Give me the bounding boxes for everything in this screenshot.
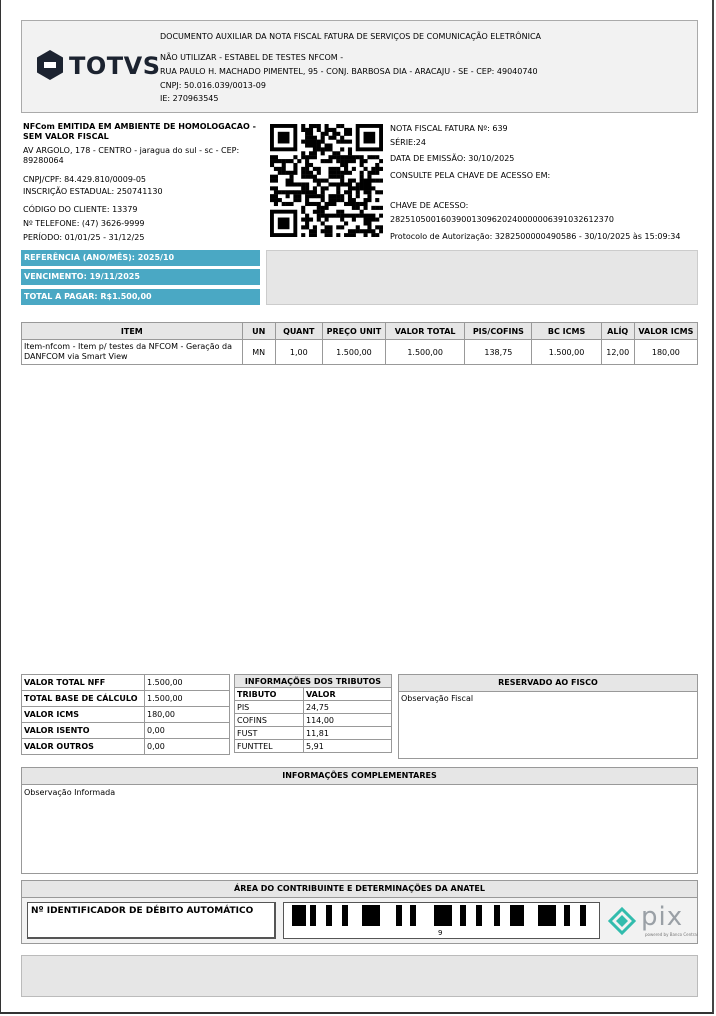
tax-value: 24,75 [304,701,392,714]
table-row [235,714,392,727]
col-pis-cofins: PIS/COFINS [465,323,532,340]
issuer-cnpj: CNPJ: 50.016.039/0013-09 [160,81,266,90]
invoice-series: SÉRIE:24 [390,138,426,147]
total-due-bar: TOTAL A PAGAR: R$1.500,00 [21,289,260,305]
tax-name: PIS [235,701,304,714]
taxes-table [234,674,392,753]
table-row [22,707,230,723]
issuer-name: NÃO UTILIZAR - ESTABEL DE TESTES NFCOM - [160,53,344,62]
pix-icon [607,906,637,936]
col-icms: VALOR ICMS [634,323,697,340]
col-unit-price: PREÇO UNIT [322,323,385,340]
client-phone: Nº TELEFONE: (47) 3626-9999 [23,219,145,228]
item-quant: 1,00 [275,340,322,365]
col-aliq: ALÍQ [601,323,634,340]
company-logo [37,50,162,84]
client-ie: INSCRIÇÃO ESTADUAL: 250741130 [23,187,163,196]
total-value: 180,00 [145,707,230,723]
total-label: VALOR TOTAL NFF [22,675,145,691]
fisco-title: RESERVADO AO FISCO [399,675,697,692]
authorization-protocol: Protocolo de Autorização: 3282500000490586 - 30/10/2025 às 15:09:34 [390,232,681,241]
document-title: DOCUMENTO AUXILIAR DA NOTA FISCAL FATURA DE SERVIÇOS DE COMUNICAÇÃO ELETRÔNICA [160,32,542,41]
logo-text: TOTVS [69,52,161,80]
issuer-address: RUA PAULO H. MACHADO PIMENTEL, 95 - CONJ. BARBOSA DIA - ARACAJU - SE - CEP: 49040740 [160,67,538,76]
invoice-number: NOTA FISCAL FATURA Nº: 639 [390,124,508,133]
col-total: VALOR TOTAL [386,323,465,340]
tax-value: 11,81 [304,727,392,740]
total-label: VALOR OUTROS [22,739,145,755]
anatel-title: ÁREA DO CONTRIBUINTE E DETERMINAÇÕES DA ANATEL [22,881,697,898]
item-icms: 180,00 [634,340,697,365]
summary-gray-box [266,250,698,305]
table-row [235,701,392,714]
item-description: Item-nfcom - Item p/ testes da NFCOM - Geração da DANFCOM via Smart View [22,340,243,365]
total-value: 1.500,00 [145,675,230,691]
col-tributo: TRIBUTO [235,688,304,701]
col-item: ITEM [22,323,243,340]
col-valor: VALOR [304,688,392,701]
bottom-gray-box [21,955,698,997]
table-row [22,723,230,739]
fisco-text: Observação Fiscal [401,694,474,703]
table-row [22,675,230,691]
total-label: VALOR ISENTO [22,723,145,739]
debit-id-label: Nº IDENTIFICADOR DE DÉBITO AUTOMÁTICO [31,906,254,916]
total-label: VALOR ICMS [22,707,145,723]
complementary-text: Observação Informada [24,788,116,797]
due-date-bar: VENCIMENTO: 19/11/2025 [21,269,260,285]
complementary-title: INFORMAÇÕES COMPLEMENTARES [22,768,697,785]
reference-bar: REFERÊNCIA (ANO/MÊS): 2025/10 [21,250,260,266]
complementary-info-box [21,767,698,874]
pix-subtext: powered by Banco Central [645,932,698,937]
table-row [235,727,392,740]
table-row [22,340,698,365]
fisco-reserved-box [398,674,698,759]
barcode-box [283,902,600,939]
item-bc-icms: 1.500,00 [532,340,601,365]
homologation-warning-2: SEM VALOR FISCAL [23,132,109,141]
col-un: UN [242,323,275,340]
access-key-value: 28251050016039001309620240000006391032612370 [390,215,614,224]
client-address: AV ARGOLO, 178 - CENTRO - jaragua do sul - sc - CEP: [23,146,240,155]
table-row [22,691,230,707]
client-address-cep: 89280064 [23,156,64,165]
tax-name: FUNTTEL [235,740,304,753]
item-pis-cofins: 138,75 [465,340,532,365]
billing-period: PERÍODO: 01/01/25 - 31/12/25 [23,233,145,242]
tax-value: 5,91 [304,740,392,753]
totals-table [21,674,230,755]
access-key-label: CHAVE DE ACESSO: [390,201,469,210]
total-label: TOTAL BASE DE CÁLCULO [22,691,145,707]
table-row [22,739,230,755]
total-value: 1.500,00 [145,691,230,707]
pix-logo [605,902,698,939]
debit-id-box [27,902,276,939]
tax-name: COFINS [235,714,304,727]
item-unit-price: 1.500,00 [322,340,385,365]
taxes-title: INFORMAÇÕES DOS TRIBUTOS [235,675,392,688]
item-aliq: 12,00 [601,340,634,365]
table-row [235,740,392,753]
client-code: CÓDIGO DO CLIENTE: 13379 [23,205,138,214]
col-bc-icms: BC ICMS [532,323,601,340]
item-un: MN [242,340,275,365]
barcode-number: 9 [438,929,443,937]
homologation-warning: NFCom EMITIDA EM AMBIENTE DE HOMOLOGACAO - [23,122,256,131]
total-value: 0,00 [145,723,230,739]
tax-value: 114,00 [304,714,392,727]
tax-name: FUST [235,727,304,740]
items-table [21,322,698,365]
emission-date: DATA DE EMISSÃO: 30/10/2025 [390,154,515,163]
consult-url-label: CONSULTE PELA CHAVE DE ACESSO EM: [390,171,551,180]
total-value: 0,00 [145,739,230,755]
qr-code-icon [270,124,383,237]
pix-text: pix [641,902,684,932]
client-cnpj: CNPJ/CPF: 84.429.810/0009-05 [23,175,147,184]
item-total: 1.500,00 [386,340,465,365]
issuer-ie: IE: 270963545 [160,94,219,103]
totvs-logo-icon [37,50,63,80]
col-quant: QUANT [275,323,322,340]
